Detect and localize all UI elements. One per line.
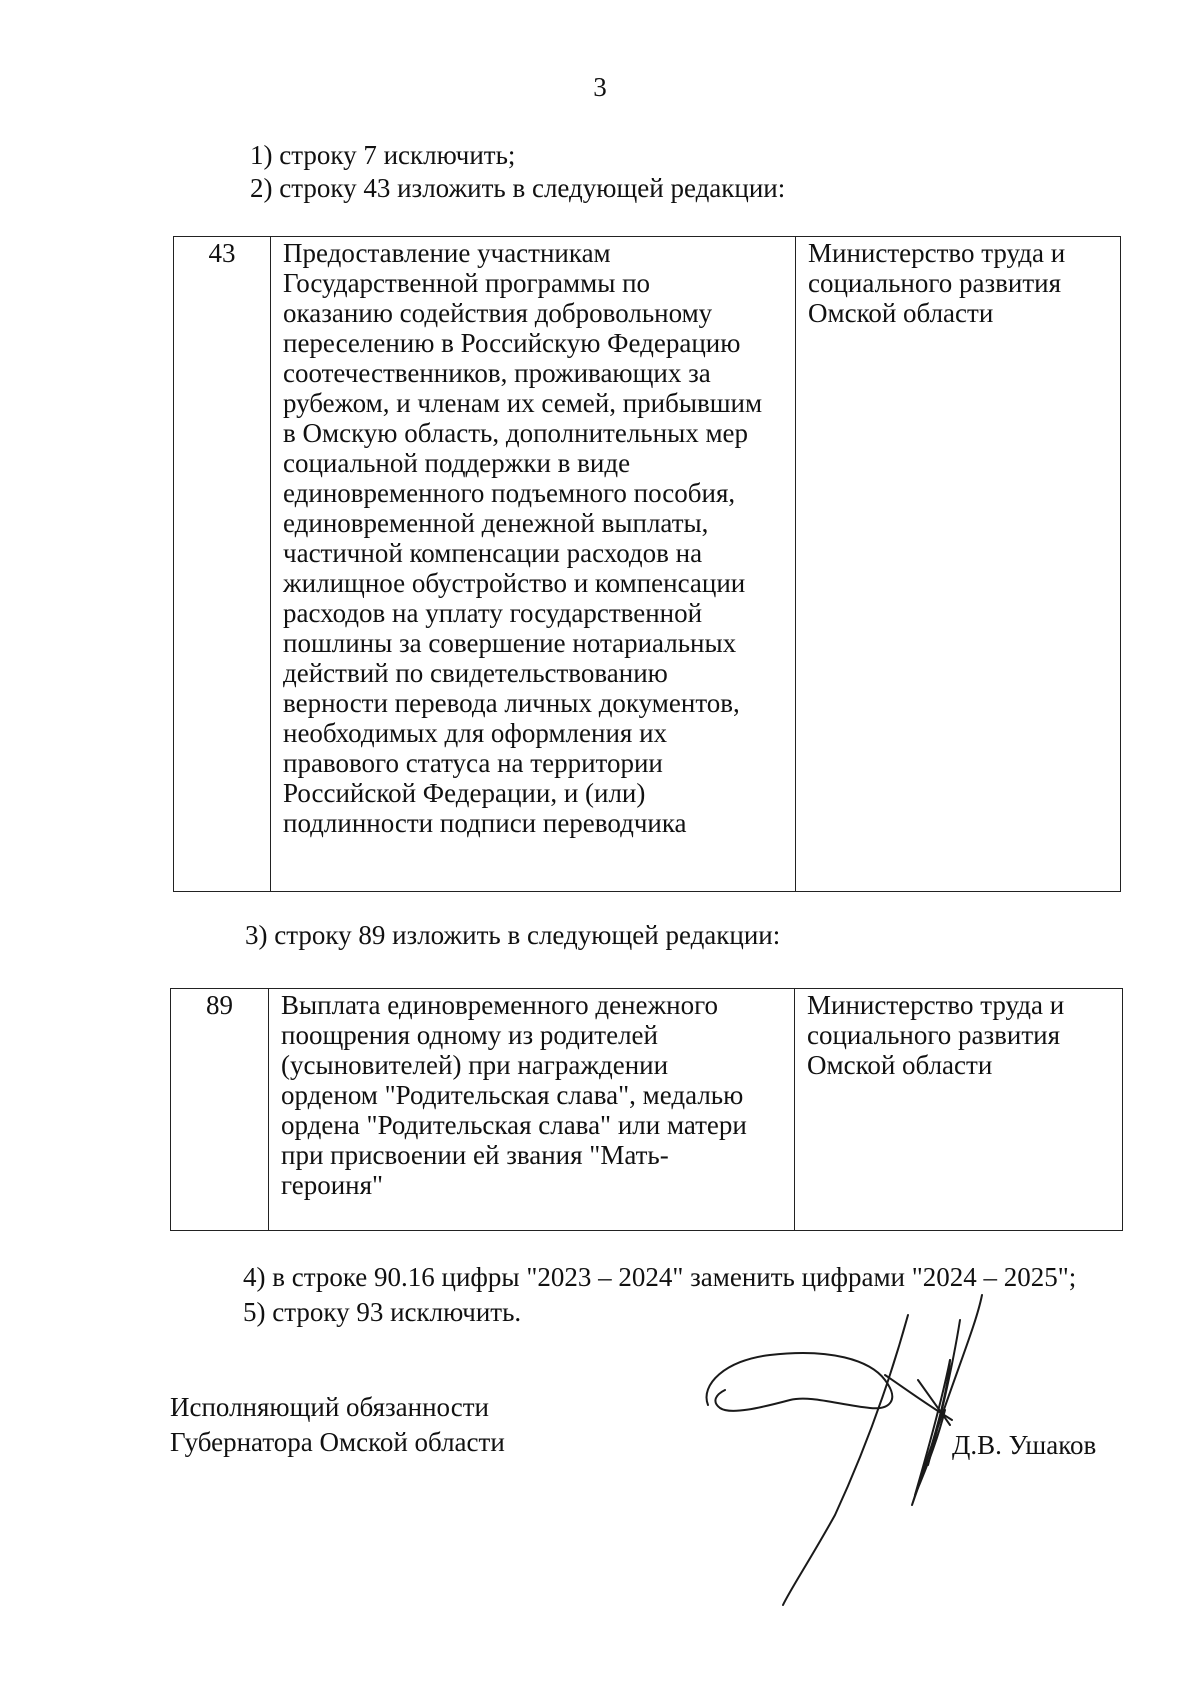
row-number: 43 (208, 238, 236, 268)
description-line: необходимых для оформления их (283, 718, 668, 748)
description-line: орденом "Родительская слава", медалью (281, 1080, 744, 1110)
description-line: рубежом, и членам их семей, прибывшим (283, 388, 763, 418)
signatory-position-line2: Губернатора Омской области (170, 1427, 505, 1457)
item-2: 2) строку 43 изложить в следующей редакции: (250, 173, 786, 203)
description-line: расходов на уплату государственной (283, 598, 703, 628)
table-row (174, 237, 1121, 892)
description-line: пошлины за совершение нотариальных (283, 628, 737, 658)
description-line: Выплата единовременного денежного (281, 990, 718, 1020)
description-line: соотечественников, проживающих за (283, 358, 711, 388)
description-line: героиня" (281, 1170, 384, 1200)
ministry-line: Министерство труда и (807, 990, 1065, 1020)
ministry-line: социального развития (808, 268, 1062, 298)
signatory-position-line1: Исполняющий обязанности (170, 1392, 489, 1422)
description-line: социальной поддержки в виде (283, 448, 631, 478)
description-line: Российской Федерации, и (или) (283, 778, 646, 808)
row-number-cell (171, 989, 269, 1231)
table-row-89 (170, 988, 1123, 1231)
signatory-name: Д.В. Ушаков (952, 1430, 1097, 1460)
description-line: правового статуса на территории (283, 748, 663, 778)
description-line: оказанию содействия добровольному (283, 298, 713, 328)
row-number: 89 (206, 990, 233, 1020)
ministry-cell (795, 989, 1123, 1231)
description-line: жилищное обустройство и компенсации (283, 568, 746, 598)
description-line: единовременной денежной выплаты, (283, 508, 709, 538)
description-line: верности перевода личных документов, (283, 688, 740, 718)
item-3: 3) строку 89 изложить в следующей редакции: (245, 920, 781, 950)
table-row-43 (173, 236, 1121, 892)
description-line: в Омскую область, дополнительных мер (283, 418, 749, 448)
item-5: 5) строку 93 исключить. (243, 1297, 522, 1327)
item-4: 4) в строке 90.16 цифры "2023 – 2024" заменить цифрами "2024 – 2025"; (243, 1262, 1077, 1292)
row-number-cell (174, 237, 271, 892)
description-line: подлинности подписи переводчика (283, 808, 687, 838)
description-cell (271, 237, 796, 892)
description-line: частичной компенсации расходов на (283, 538, 703, 568)
ministry-line: Омской области (808, 298, 994, 328)
description-line: единовременного подъемного пособия, (283, 478, 736, 508)
description-line: Предоставление участникам (283, 238, 611, 268)
description-line: переселению в Российскую Федерацию (283, 328, 741, 358)
description-line: (усыновителей) при награждении (281, 1050, 669, 1080)
page-number: 3 (593, 72, 607, 102)
ministry-line: Омской области (807, 1050, 993, 1080)
ministry-line: Министерство труда и (808, 238, 1066, 268)
description-line: поощрения одному из родителей (281, 1020, 658, 1050)
description-line: Государственной программы по (283, 268, 651, 298)
ministry-cell (796, 237, 1121, 892)
description-line: действий по свидетельствованию (283, 658, 668, 688)
item-1: 1) строку 7 исключить; (250, 140, 516, 170)
table-row (171, 989, 1123, 1231)
description-cell (269, 989, 795, 1231)
ministry-line: социального развития (807, 1020, 1061, 1050)
description-line: при присвоении ей звания "Мать- (281, 1140, 669, 1170)
description-line: ордена "Родительская слава" или матери (281, 1110, 747, 1140)
